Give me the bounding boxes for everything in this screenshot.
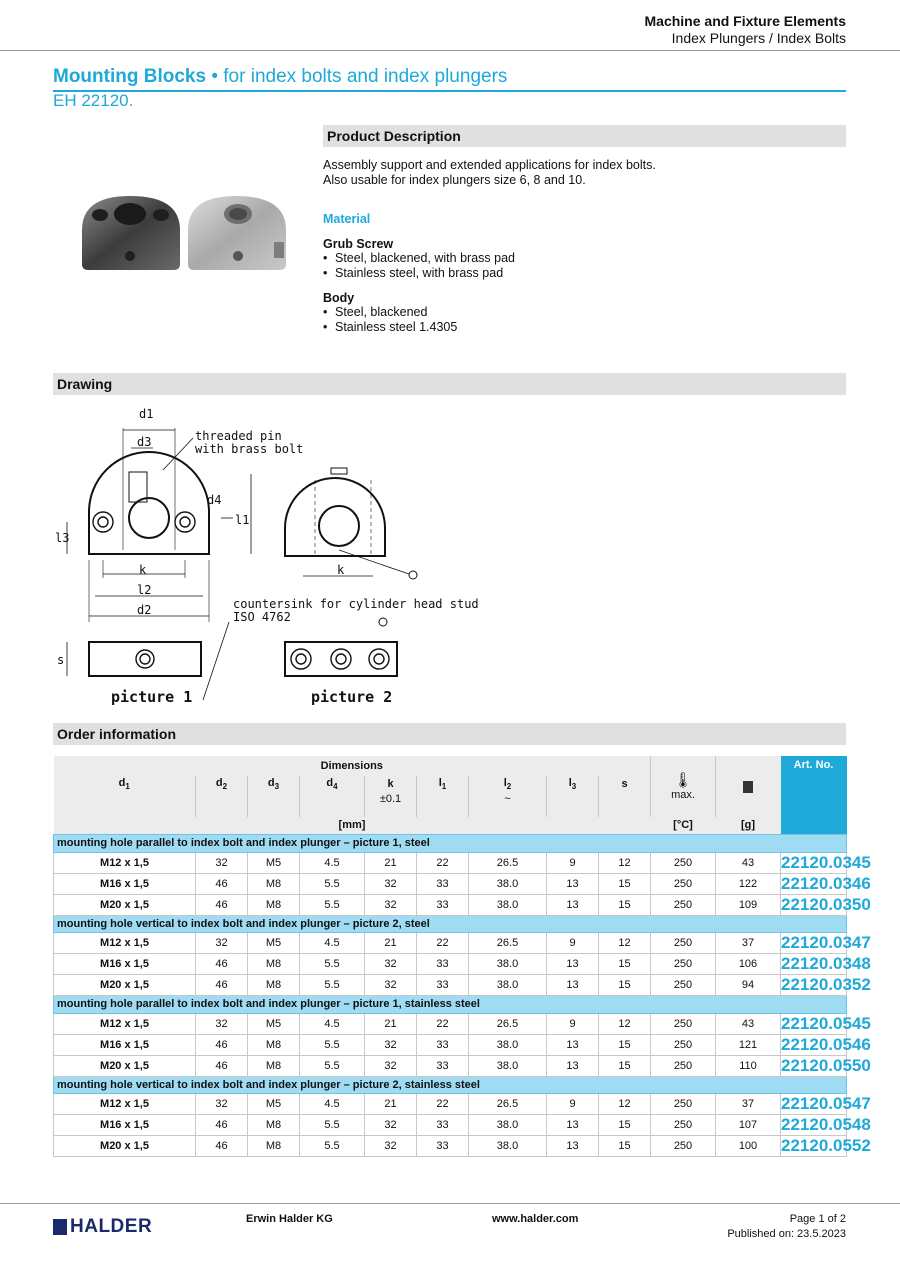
order-info-heading: Order information <box>53 723 846 745</box>
table-cell: 94 <box>716 975 781 996</box>
table-cell: 5.5 <box>300 873 365 894</box>
list-item: • Stainless steel, with brass pad <box>323 266 515 281</box>
table-cell: 4.5 <box>300 852 365 873</box>
thermometer-icon: 🌡 <box>673 772 693 790</box>
temp-header <box>651 756 716 817</box>
table-cell: 250 <box>651 1034 716 1055</box>
group-header-row <box>54 1076 847 1094</box>
col-l1: $l_1$ <box>417 776 469 793</box>
table-cell: 33 <box>417 1034 469 1055</box>
order-table-wrapper <box>53 756 871 1157</box>
table-cell: M16 x 1,5 <box>54 873 196 894</box>
body-list <box>323 305 457 334</box>
table-cell: M8 <box>248 954 300 975</box>
table-cell: 15 <box>599 1115 651 1136</box>
table-cell: 9 <box>547 933 599 954</box>
order-table-body <box>54 835 871 1157</box>
table-cell: 33 <box>417 873 469 894</box>
halder-logo <box>53 1216 152 1238</box>
header-divider <box>0 50 900 51</box>
drawing-heading: Drawing <box>53 373 846 395</box>
table-cell: 46 <box>196 1034 248 1055</box>
article-number-cell[interactable]: 22120.0547 <box>781 1094 871 1113</box>
table-cell: 33 <box>417 975 469 996</box>
table-cell: 250 <box>651 873 716 894</box>
title-bold: Mounting Blocks <box>53 66 207 87</box>
table-cell: 32 <box>365 1136 417 1157</box>
logo-text: HALDER <box>70 1216 153 1237</box>
art-no-header: Art. No. <box>781 756 847 835</box>
footer-page: Page 1 of 2 <box>789 1213 846 1225</box>
label-d2: d2 <box>137 603 152 617</box>
col-d4: $d_4$ <box>300 776 365 793</box>
table-row <box>54 1136 847 1157</box>
table-cell: M20 x 1,5 <box>54 1136 196 1157</box>
table-cell: 21 <box>365 1094 417 1115</box>
col-d1: $d_1$ <box>118 777 130 792</box>
article-number-cell[interactable]: 22120.0546 <box>781 1034 871 1054</box>
table-cell: 4.5 <box>300 1013 365 1034</box>
table-cell: 32 <box>365 1055 417 1076</box>
label-picture-2: picture 2 <box>311 688 393 706</box>
table-cell: 32 <box>365 1115 417 1136</box>
table-row <box>54 975 847 996</box>
table-cell: M12 x 1,5 <box>54 852 196 873</box>
list-item: • Steel, blackened, with brass pad <box>323 251 515 266</box>
group-header-row <box>54 915 847 933</box>
table-cell: 32 <box>196 933 248 954</box>
label-l3: l3 <box>55 531 70 545</box>
table-row <box>54 1094 847 1115</box>
table-cell: 43 <box>716 852 781 873</box>
table-cell: 32 <box>365 873 417 894</box>
label-s: s <box>57 653 65 667</box>
table-cell: 15 <box>599 894 651 915</box>
table-cell: 5.5 <box>300 954 365 975</box>
product-photo <box>78 190 290 274</box>
table-cell: 32 <box>365 894 417 915</box>
list-item: • Stainless steel 1.4305 <box>323 320 457 335</box>
table-cell: 33 <box>417 894 469 915</box>
table-cell: M8 <box>248 1034 300 1055</box>
table-cell: 22 <box>417 933 469 954</box>
table-cell: 109 <box>716 894 781 915</box>
table-cell: 33 <box>417 1055 469 1076</box>
footer-divider <box>0 1203 900 1204</box>
table-cell: 46 <box>196 873 248 894</box>
table-cell: 38.0 <box>469 894 547 915</box>
article-number: EH 22120. <box>53 91 134 110</box>
logo-mark-icon <box>53 1219 67 1235</box>
table-cell: M20 x 1,5 <box>54 1055 196 1076</box>
table-cell: M8 <box>248 1055 300 1076</box>
col-k: k <box>365 776 417 793</box>
weight-icon <box>743 781 753 793</box>
table-cell: 33 <box>417 1115 469 1136</box>
footer-company: Erwin Halder KG <box>246 1213 333 1225</box>
group-title: mounting hole parallel to index bolt and index plunger – picture 1, stainless steel <box>54 996 847 1014</box>
table-cell: 5.5 <box>300 1055 365 1076</box>
table-cell: 250 <box>651 933 716 954</box>
article-number-cell[interactable]: 22120.0545 <box>781 1013 871 1033</box>
table-cell: 46 <box>196 1115 248 1136</box>
table-cell: 32 <box>365 975 417 996</box>
article-number-cell[interactable]: 22120.0348 <box>781 954 871 973</box>
article-number-cell[interactable]: 22120.0552 <box>781 1136 871 1155</box>
table-cell: 13 <box>547 975 599 996</box>
table-row <box>54 933 847 954</box>
product-description-heading: Product Description <box>323 125 846 147</box>
table-cell: 250 <box>651 1013 716 1034</box>
table-cell: 38.0 <box>469 1136 547 1157</box>
table-cell: 22 <box>417 1094 469 1115</box>
table-cell: 9 <box>547 1094 599 1115</box>
unit-mm: [mm] <box>338 819 366 832</box>
table-cell: 9 <box>547 852 599 873</box>
table-cell: 43 <box>716 1013 781 1034</box>
table-cell: 13 <box>547 1136 599 1157</box>
header-subcategory: Index Plungers / Index Bolts <box>671 30 846 46</box>
label-countersink: countersink for cylinder head stud <box>233 597 479 611</box>
table-cell: 37 <box>716 1094 781 1115</box>
table-cell: 38.0 <box>469 873 547 894</box>
table-row <box>54 1034 847 1055</box>
table-cell: M16 x 1,5 <box>54 1115 196 1136</box>
table-cell: M5 <box>248 933 300 954</box>
table-cell: M5 <box>248 852 300 873</box>
col-s: s <box>599 776 651 793</box>
table-cell: 38.0 <box>469 954 547 975</box>
table-cell: 32 <box>365 1034 417 1055</box>
label-picture-1: picture 1 <box>111 688 193 706</box>
table-cell: 13 <box>547 873 599 894</box>
label-k: k <box>139 563 147 577</box>
table-cell: 32 <box>196 1013 248 1034</box>
footer-published: Published on: 23.5.2023 <box>727 1228 846 1240</box>
technical-drawing <box>53 400 479 710</box>
table-cell: 21 <box>365 933 417 954</box>
table-cell: 15 <box>599 873 651 894</box>
table-cell: 106 <box>716 954 781 975</box>
table-cell: 250 <box>651 975 716 996</box>
group-header-row <box>54 835 847 853</box>
table-cell: 33 <box>417 1136 469 1157</box>
label-d4: d4 <box>207 493 222 507</box>
table-cell: 32 <box>196 1094 248 1115</box>
table-cell: 13 <box>547 1055 599 1076</box>
table-cell: 5.5 <box>300 1115 365 1136</box>
article-number-cell[interactable]: 22120.0352 <box>781 975 871 994</box>
label-brass-bolt: with brass bolt <box>195 442 304 456</box>
label-d1: d1 <box>139 407 154 421</box>
table-cell: 5.5 <box>300 894 365 915</box>
table-cell: 26.5 <box>469 1094 547 1115</box>
group-title: mounting hole parallel to index bolt and index plunger – picture 1, steel <box>54 835 847 853</box>
table-cell: 46 <box>196 1055 248 1076</box>
table-cell: M16 x 1,5 <box>54 1034 196 1055</box>
table-cell: 46 <box>196 975 248 996</box>
max-label: max. <box>671 789 695 802</box>
table-cell: 22 <box>417 1013 469 1034</box>
l2-tolerance: ~ <box>469 793 547 817</box>
table-cell: 250 <box>651 1094 716 1115</box>
group-header-row <box>54 996 847 1014</box>
article-number-cell[interactable]: 22120.0550 <box>781 1055 871 1075</box>
col-d2: $d_2$ <box>196 776 248 793</box>
table-cell: M12 x 1,5 <box>54 1094 196 1115</box>
table-cell: M12 x 1,5 <box>54 1013 196 1034</box>
unit-temp: [°C] <box>673 819 693 832</box>
unit-weight: [g] <box>740 819 756 832</box>
grub-screw-title: Grub Screw <box>323 237 394 251</box>
table-cell: 38.0 <box>469 975 547 996</box>
label-threaded-pin: threaded pin <box>195 429 282 443</box>
table-cell: 38.0 <box>469 1115 547 1136</box>
col-d3: $d_3$ <box>248 776 300 793</box>
table-cell: M8 <box>248 1136 300 1157</box>
table-cell: 12 <box>599 933 651 954</box>
table-cell: M20 x 1,5 <box>54 894 196 915</box>
table-cell: 9 <box>547 1013 599 1034</box>
article-number-cell[interactable]: 22120.0346 <box>781 873 871 893</box>
footer-website[interactable]: www.halder.com <box>492 1213 579 1225</box>
table-cell: 21 <box>365 852 417 873</box>
table-cell: 13 <box>547 1034 599 1055</box>
description-line-1: Assembly support and extended applications for index bolts. <box>323 158 656 172</box>
table-cell: M8 <box>248 894 300 915</box>
table-cell: M20 x 1,5 <box>54 975 196 996</box>
page-title <box>53 66 507 88</box>
table-cell: 46 <box>196 894 248 915</box>
table-cell: 100 <box>716 1136 781 1157</box>
label-l1: l1 <box>235 513 250 527</box>
table-cell: M5 <box>248 1013 300 1034</box>
table-cell: 15 <box>599 975 651 996</box>
table-cell: 250 <box>651 852 716 873</box>
label-d3: d3 <box>137 435 152 449</box>
table-cell: 4.5 <box>300 1094 365 1115</box>
body-block <box>323 291 457 334</box>
table-cell: M8 <box>248 975 300 996</box>
weight-header <box>716 756 781 817</box>
list-item: • Steel, blackened <box>323 305 457 320</box>
table-cell: 21 <box>365 1013 417 1034</box>
table-row <box>54 1055 847 1076</box>
table-cell: 26.5 <box>469 852 547 873</box>
table-cell: 107 <box>716 1115 781 1136</box>
product-description-text <box>323 158 843 187</box>
table-cell: 250 <box>651 1115 716 1136</box>
title-rest: • for index bolts and index plungers <box>206 66 508 87</box>
label-k-2: k <box>337 563 345 577</box>
table-cell: 15 <box>599 1136 651 1157</box>
header-category: Machine and Fixture Elements <box>644 13 846 29</box>
grub-screw-list <box>323 251 515 280</box>
table-cell: M5 <box>248 1094 300 1115</box>
table-cell: 13 <box>547 954 599 975</box>
table-cell: 13 <box>547 894 599 915</box>
table-cell: M16 x 1,5 <box>54 954 196 975</box>
table-cell: 26.5 <box>469 1013 547 1034</box>
article-number-cell[interactable]: 22120.0350 <box>781 894 871 914</box>
table-cell: 15 <box>599 1055 651 1076</box>
table-cell: 38.0 <box>469 1055 547 1076</box>
group-title: mounting hole vertical to index bolt and index plunger – picture 2, steel <box>54 915 847 933</box>
label-l2: l2 <box>137 583 152 597</box>
title-underline <box>53 90 846 92</box>
table-row <box>54 954 847 975</box>
table-cell: 32 <box>365 954 417 975</box>
table-cell: 250 <box>651 1055 716 1076</box>
col-l3: $l_3$ <box>547 776 599 793</box>
table-cell: 110 <box>716 1055 781 1076</box>
table-cell: 22 <box>417 852 469 873</box>
table-row <box>54 894 847 915</box>
k-tolerance: ±0.1 <box>365 793 417 817</box>
table-cell: M8 <box>248 873 300 894</box>
table-cell: 46 <box>196 1136 248 1157</box>
table-cell: M8 <box>248 1115 300 1136</box>
table-cell: 37 <box>716 933 781 954</box>
table-cell: 4.5 <box>300 933 365 954</box>
order-table <box>53 756 871 1157</box>
body-title: Body <box>323 291 355 305</box>
description-line-2: Also usable for index plungers size 6, 8 and 10. <box>323 172 586 187</box>
table-cell: 122 <box>716 873 781 894</box>
table-cell: 15 <box>599 1034 651 1055</box>
table-cell: 5.5 <box>300 1034 365 1055</box>
dimensions-label: Dimensions <box>320 760 383 772</box>
table-cell: 12 <box>599 1013 651 1034</box>
grub-screw-block <box>323 237 515 280</box>
table-row <box>54 1013 847 1034</box>
article-number-cell[interactable]: 22120.0548 <box>781 1115 871 1134</box>
table-cell: 46 <box>196 954 248 975</box>
table-cell: 121 <box>716 1034 781 1055</box>
table-cell: 5.5 <box>300 1136 365 1157</box>
label-iso: ISO 4762 <box>233 610 291 624</box>
table-row <box>54 1115 847 1136</box>
table-cell: 12 <box>599 1094 651 1115</box>
material-heading: Material <box>323 212 371 226</box>
table-cell: 12 <box>599 852 651 873</box>
article-number-cell[interactable]: 22120.0345 <box>781 852 871 872</box>
table-cell: 250 <box>651 1136 716 1157</box>
group-title: mounting hole vertical to index bolt and index plunger – picture 2, stainless steel <box>54 1076 847 1094</box>
table-row <box>54 852 847 873</box>
table-cell: 15 <box>599 954 651 975</box>
table-cell: 32 <box>196 852 248 873</box>
table-cell: 5.5 <box>300 975 365 996</box>
table-row <box>54 873 847 894</box>
table-cell: 13 <box>547 1115 599 1136</box>
table-cell: 26.5 <box>469 933 547 954</box>
table-cell: M12 x 1,5 <box>54 933 196 954</box>
table-cell: 250 <box>651 954 716 975</box>
table-cell: 38.0 <box>469 1034 547 1055</box>
table-cell: 33 <box>417 954 469 975</box>
article-number-cell[interactable]: 22120.0347 <box>781 933 871 952</box>
col-l2: $l_2$ <box>469 776 547 793</box>
order-table-head <box>54 756 847 835</box>
table-cell: 250 <box>651 894 716 915</box>
